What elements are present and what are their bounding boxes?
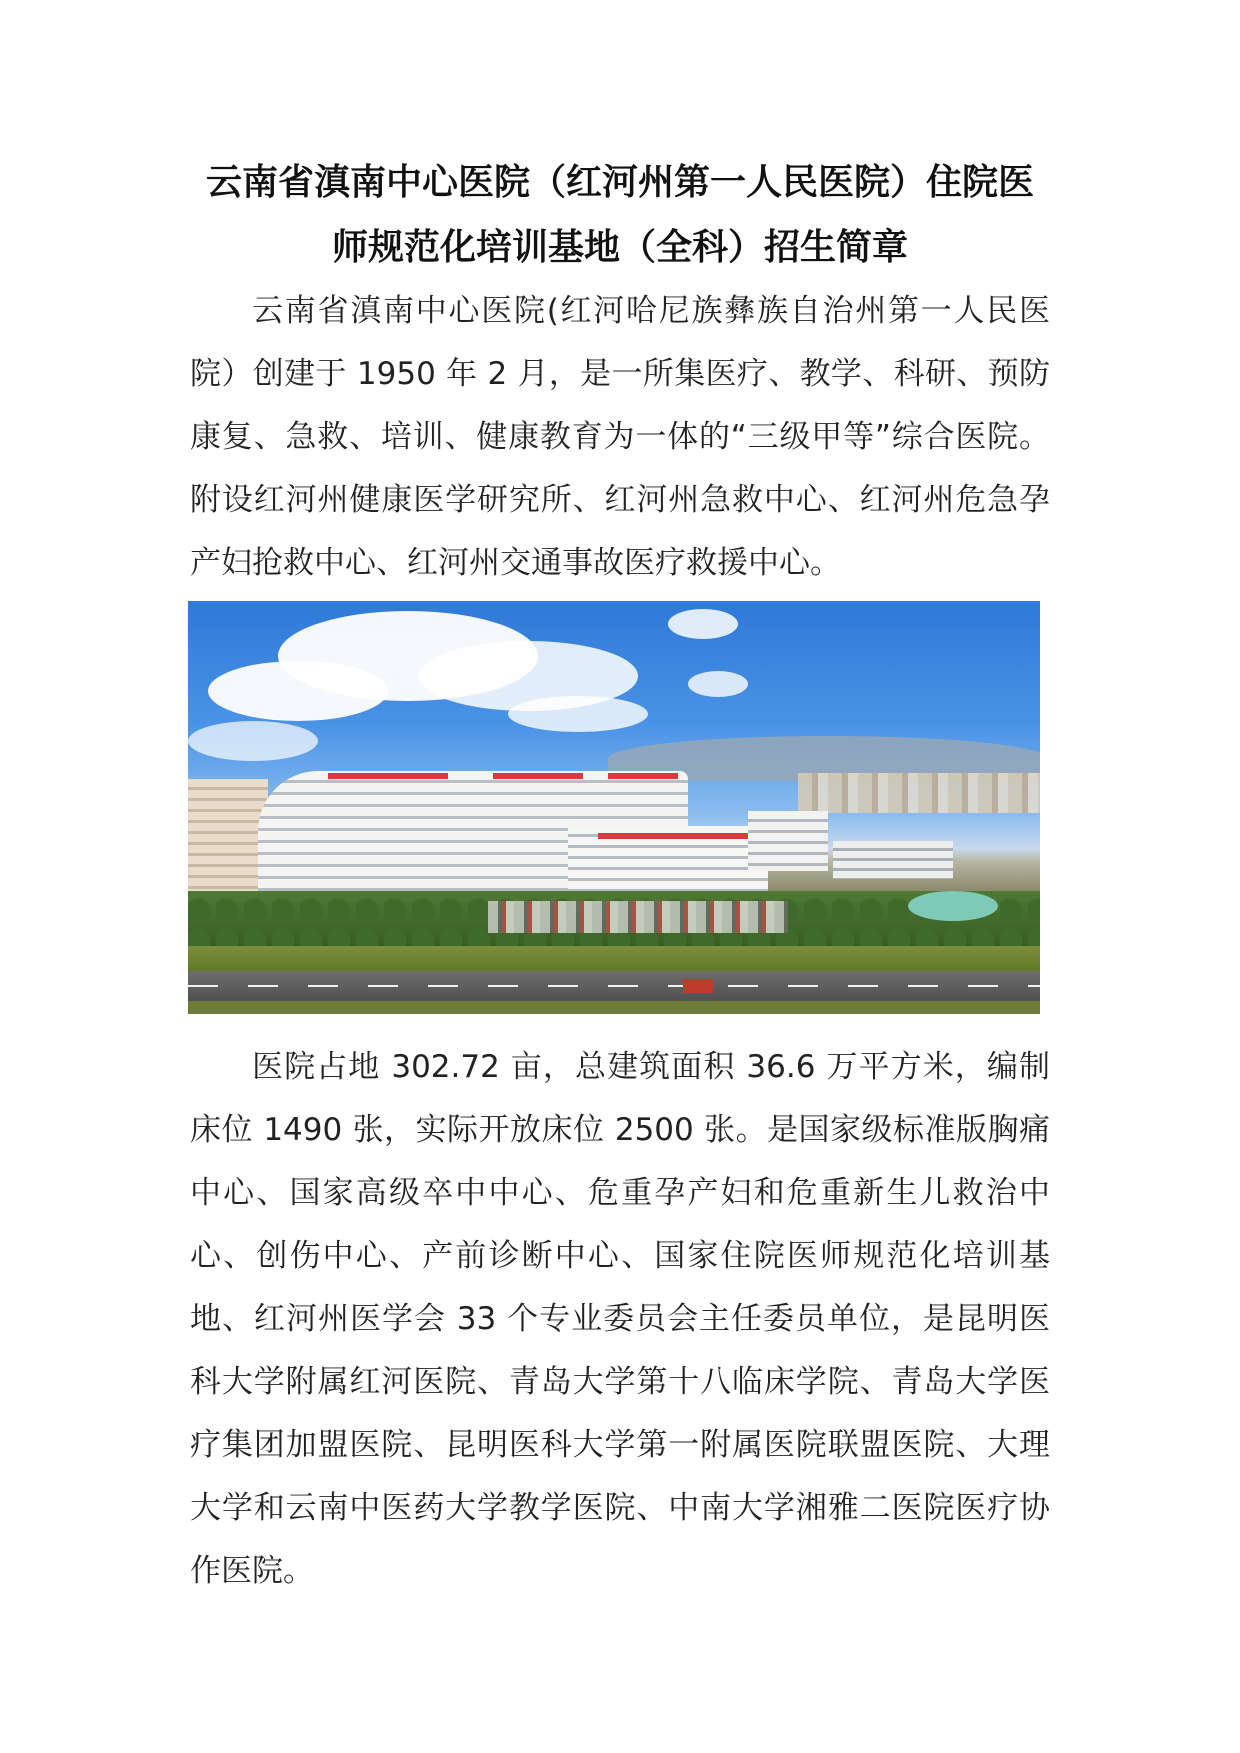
document-page	[190, 150, 1050, 1603]
title-line-1: 云南省滇南中心医院（红河州第一人民医院）住院医	[205, 162, 1034, 203]
intro-paragraph: 云南省滇南中心医院(红河哈尼族彝族自治州第一人民医院）创建于 1950 年 2 月，是一所集医疗、教学、科研、预防康复、急救、培训、健康教育为一体的“三级甲等”综合医院。附设红河州健康医学研究所、红河州急救中心、红河州危急孕产妇抢救中心、红河州交通事故医疗救援中心。	[190, 293, 1050, 581]
hospital-aerial-photo	[188, 601, 1040, 1014]
document-title	[190, 150, 1050, 280]
title-line-2: 师规范化培训基地（全科）招生简章	[331, 227, 908, 268]
facilities-paragraph: 医院占地 302.72 亩，总建筑面积 36.6 万平方米，编制床位 1490 张，实际开放床位 2500 张。是国家级标准版胸痛中心、国家高级卒中中心、危重孕产妇和危重新生儿救治中心、创伤中心、产前诊断中心、国家住院医师规范化培训基地、红河州医学会 33 个专业委员会主任委员单位，是昆明医科大学附属红河医院、青岛大学第十八临床学院、青岛大学医疗集团加盟医院、昆明医科大学第一附属医院联盟医院、大理大学和云南中医药大学教学医院、中南大学湘雅二医院医疗协作医院。	[190, 1049, 1050, 1589]
